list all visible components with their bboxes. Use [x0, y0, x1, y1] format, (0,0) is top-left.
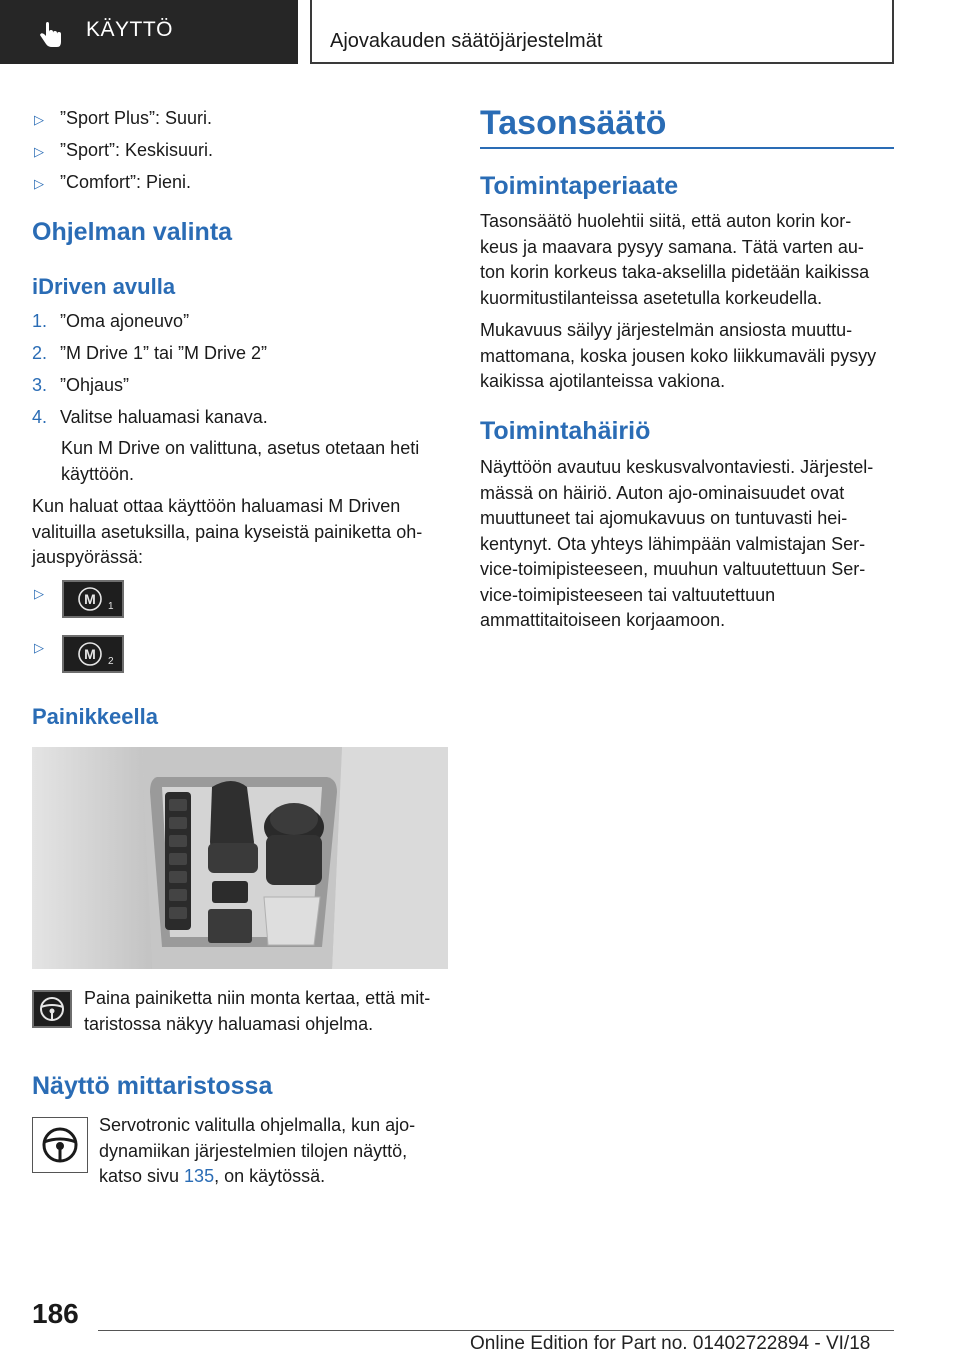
m2-button-icon	[64, 637, 122, 671]
svg-text:M: M	[84, 591, 96, 607]
center-console-photo	[32, 747, 448, 969]
header-section-tab	[0, 0, 298, 64]
bullet-triangle-icon: ▷	[34, 144, 44, 159]
chapter-title: Ajovakauden säätöjärjestelmät	[330, 30, 603, 52]
bullet-triangle-icon: ▷	[34, 640, 44, 655]
m1-button-icon	[64, 582, 122, 616]
edition-text: Online Edition for Part no. 01402722894 - VI/18	[470, 1333, 871, 1354]
mdrive-paragraph: Kun haluat ottaa käyttöön haluamasi M Driven valituilla asetuksilla, paina kyseistä painiketta oh- jauspyörässä:	[32, 496, 423, 567]
steering-indicator-image	[32, 1117, 88, 1173]
buttons-heading: Painikkeella	[32, 704, 158, 729]
svg-text:M: M	[84, 646, 96, 662]
bullet-triangle-icon: ▷	[34, 176, 44, 191]
step-item: 4. Valitse haluamasi kanava.	[32, 407, 268, 427]
bullet-triangle-icon: ▷	[34, 586, 44, 601]
steering-wheel-icon	[33, 1118, 87, 1172]
step-item: 1. ”Oma ajoneuvo”	[32, 311, 190, 331]
m2-button-image	[62, 635, 124, 673]
press-button-text: Paina painiketta niin monta kertaa, että mit- taristossa näkyy haluamasi ohjelma.	[84, 988, 431, 1034]
steering-wheel-icon	[34, 992, 70, 1026]
title-divider	[480, 147, 894, 149]
m1-button-image	[62, 580, 124, 618]
section-label: KÄYTTÖ	[86, 18, 174, 41]
principle-text: Tasonsäätö huolehtii siitä, että auton korin kor- keus ja maavara pysyy samana. Tätä varten au- ton korin korkeus taka-akselilla pidetään kaikissa kuormitustilanteissa asetetulla korkeudella.	[480, 211, 870, 308]
comfort-text: Mukavuus säilyy järjestelmän ansiosta muuttu- mattomana, koska jousen koko liikkumaväli pysyy kaikissa ajotilanteissa vakiona.	[480, 320, 877, 391]
header-chapter-box	[310, 0, 894, 64]
list-item: ▷ ”Comfort”: Pieni.	[34, 170, 191, 196]
program-selection-heading: Ohjelman valinta	[32, 218, 233, 246]
page-link[interactable]: 135	[184, 1166, 215, 1186]
fault-text: Näyttöön avautuu keskusvalvontaviesti. Järjestel- mässä on häiriö. Auton ajo-ominaisuudet ovat muuttuneet tai ajomukavuus on tuntuvasti hei- kentynyt. Ota yhteys lähimpään valmistajan Ser- vice-toimipisteeseen, muuhun valtuutettuun Ser- vice-toimipisteeseen tai valtuutettuun ammattitaitoiseen korjaamoon.	[480, 457, 874, 630]
svg-text:1: 1	[108, 601, 114, 612]
bullet-triangle-icon: ▷	[34, 112, 44, 127]
steering-button-image	[32, 990, 72, 1028]
step-item: 3. ”Ohjaus”	[32, 375, 130, 395]
idrive-heading: iDriven avulla	[32, 274, 176, 299]
principle-heading: Toimintaperiaate	[480, 172, 679, 200]
step-item: 2. ”M Drive 1” tai ”M Drive 2”	[32, 343, 268, 363]
servotronic-text: Servotronic valitulla ohjelmalla, kun ajo- dynamiikan järjestelmien tilojen näyttö, katso sivu 135, on käytössä.	[99, 1115, 416, 1186]
instrument-display-heading: Näyttö mittaristossa	[32, 1072, 273, 1100]
hand-pointer-icon	[36, 20, 66, 50]
fault-heading: Toimintahäiriö	[480, 417, 651, 445]
page-number: 186	[32, 1298, 79, 1329]
list-item: ▷ ”Sport Plus”: Suuri.	[34, 106, 212, 132]
page-title: Tasonsäätö	[480, 104, 667, 142]
footer-divider	[98, 1330, 894, 1331]
list-item: ▷ ”Sport”: Keskisuuri.	[34, 138, 213, 164]
step4-detail: Kun M Drive on valittuna, asetus otetaan heti käyttöön.	[61, 438, 420, 484]
svg-text:2: 2	[108, 656, 114, 667]
